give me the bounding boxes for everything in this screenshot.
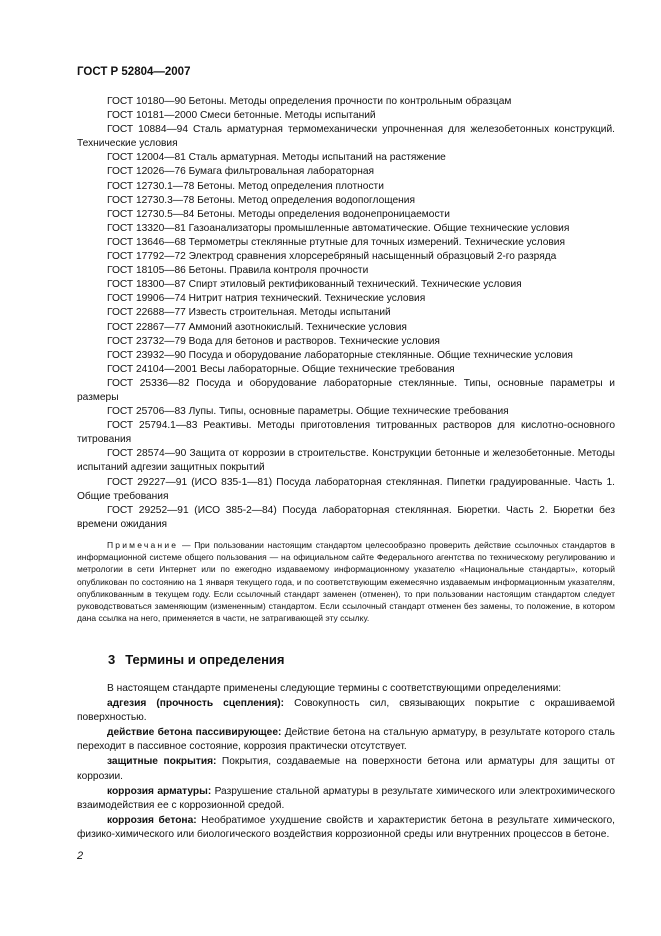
reference-item: ГОСТ 24104—2001 Весы лабораторные. Общие технические требования: [107, 363, 455, 375]
reference-item: ГОСТ 18300—87 Спирт этиловый ректификованный технический. Технические условия: [107, 279, 522, 291]
reference-item: ГОСТ 18105—86 Бетоны. Правила контроля прочности: [107, 265, 369, 277]
reference-item: ГОСТ 10180—90 Бетоны. Методы определения прочности по контрольным образцам: [107, 96, 512, 107]
reference-item: ГОСТ 25706—83 Лупы. Типы, основные параметры. Общие технические требования: [107, 406, 509, 418]
document-header: ГОСТ Р 52804—2007: [77, 66, 191, 78]
term-name: коррозия арматуры:: [107, 785, 212, 797]
note-label: Примечание: [107, 540, 179, 550]
reference-item: ГОСТ 12026—76 Бумага фильтровальная лабораторная: [107, 166, 375, 178]
reference-item: ГОСТ 19906—74 Нитрит натрия технический. Технические условия: [107, 293, 426, 305]
reference-item: ГОСТ 28574—90 Защита от коррозии в строительстве. Конструкции бетонные и железобетонные. Методы испытаний адгезии защитных покрытий: [77, 448, 615, 474]
references-list: [77, 95, 615, 532]
page-number: 2: [77, 850, 84, 862]
reference-item: ГОСТ 17792—72 Электрод сравнения хлорсеребряный насыщенный образцовый 2-го разряда: [107, 251, 557, 263]
reference-item: ГОСТ 29227—91 (ИСО 835-1—81) Посуда лабораторная стеклянная. Пипетки градуированные. Часть 1. Общие требования: [77, 476, 615, 502]
term-text: Совокупность сил, связывающих покрытие с окрашиваемой поверхностью.: [77, 698, 615, 724]
section-title-text: Термины и определения: [125, 652, 285, 667]
reference-item: ГОСТ 12730.5—84 Бетоны. Методы определения водонепроницаемости: [107, 208, 450, 220]
reference-item: ГОСТ 22688—77 Известь строительная. Методы испытаний: [107, 307, 391, 319]
term-definition: [77, 726, 615, 754]
term-text: Разрушение стальной арматуры в результате химического или электрохимического взаимодействия ее с коррозионной средой.: [77, 785, 615, 811]
note-text: — При пользовании настоящим стандартом целесообразно проверить действие ссылочных стандартов в информационной системе общего пользования — на официальном сайте Федерального агентства по техническому регулированию и метрологии в сети Интернет или по ежегодно издаваемому информационному указателю «Национальные стандарты», который опубликован по состоянию на 1 января текущего года, и по соответствующим ежемесячно издаваемым информационным указателям, опубликованным в текущем году. Если ссылочный стандарт заменен (отменен), то при пользовании настоящим стандартом следует руководствоваться заменяющим (измененным) стандартом. Если ссылочный стандарт отменен без замены, то положение, в котором дана ссылка на него, применяется в части, не затрагивающей эту ссылку.: [77, 540, 615, 624]
reference-item: ГОСТ 25794.1—83 Реактивы. Методы приготовления титрованных растворов для кислотно-основного титрования: [77, 420, 615, 446]
term-text: Действие бетона на стальную арматуру, в результате которого сталь переходит в пассивное состояние, коррозия практически отсутствует.: [77, 727, 615, 753]
term-name: действие бетона пассивирующее:: [107, 727, 282, 739]
reference-item: ГОСТ 12004—81 Сталь арматурная. Методы испытаний на растяжение: [107, 152, 446, 164]
note-paragraph: [77, 539, 615, 624]
reference-item: ГОСТ 23732—79 Вода для бетонов и растворов. Технические условия: [107, 335, 440, 347]
terms-list: [77, 682, 615, 843]
term-definition: [77, 814, 615, 842]
term-name: защитные покрытия:: [107, 756, 217, 768]
reference-item: ГОСТ 13320—81 Газоанализаторы промышленные автоматические. Общие технические условия: [107, 222, 570, 234]
term-name: адгезия (прочность сцепления):: [107, 698, 285, 710]
reference-item: ГОСТ 12730.3—78 Бетоны. Метод определения водопоглощения: [107, 194, 415, 206]
term-definition: [77, 785, 615, 813]
section-title: [108, 652, 285, 667]
term-text: Необратимое ухудшение свойств и характеристик бетона в результате химического, физико-химического или биологического воздействия коррозионной среды или внутренних процессов в бетоне.: [77, 814, 615, 840]
reference-item: ГОСТ 23932—90 Посуда и оборудование лабораторные стеклянные. Общие технические условия: [107, 349, 573, 361]
term-definition: [77, 755, 615, 783]
section-intro: В настоящем стандарте применены следующие термины с соответствующими определениями:: [107, 683, 562, 694]
term-definition: [77, 697, 615, 725]
reference-item: ГОСТ 10181—2000 Смеси бетонные. Методы испытаний: [107, 110, 376, 122]
term-name: коррозия бетона:: [107, 814, 197, 826]
reference-item: ГОСТ 13646—68 Термометры стеклянные ртутные для точных измерений. Технические условия: [107, 236, 565, 248]
section-number: 3: [108, 652, 116, 667]
reference-item: ГОСТ 25336—82 Посуда и оборудование лабораторные стеклянные. Типы, основные параметры и размеры: [77, 377, 615, 403]
reference-item: ГОСТ 12730.1—78 Бетоны. Метод определения плотности: [107, 180, 384, 192]
reference-item: ГОСТ 22867—77 Аммоний азотнокислый. Технические условия: [107, 321, 407, 333]
reference-item: ГОСТ 10884—94 Сталь арматурная термомеханически упрочненная для железобетонных конструкций. Технические условия: [77, 124, 615, 150]
reference-item: ГОСТ 29252—91 (ИСО 385-2—84) Посуда лабораторная стеклянная. Бюретки. Часть 2. Бюретки без времени ожидания: [77, 504, 615, 530]
term-text: Покрытия, создаваемые на поверхности бетона или арматуры для защиты от коррозии.: [77, 756, 615, 782]
